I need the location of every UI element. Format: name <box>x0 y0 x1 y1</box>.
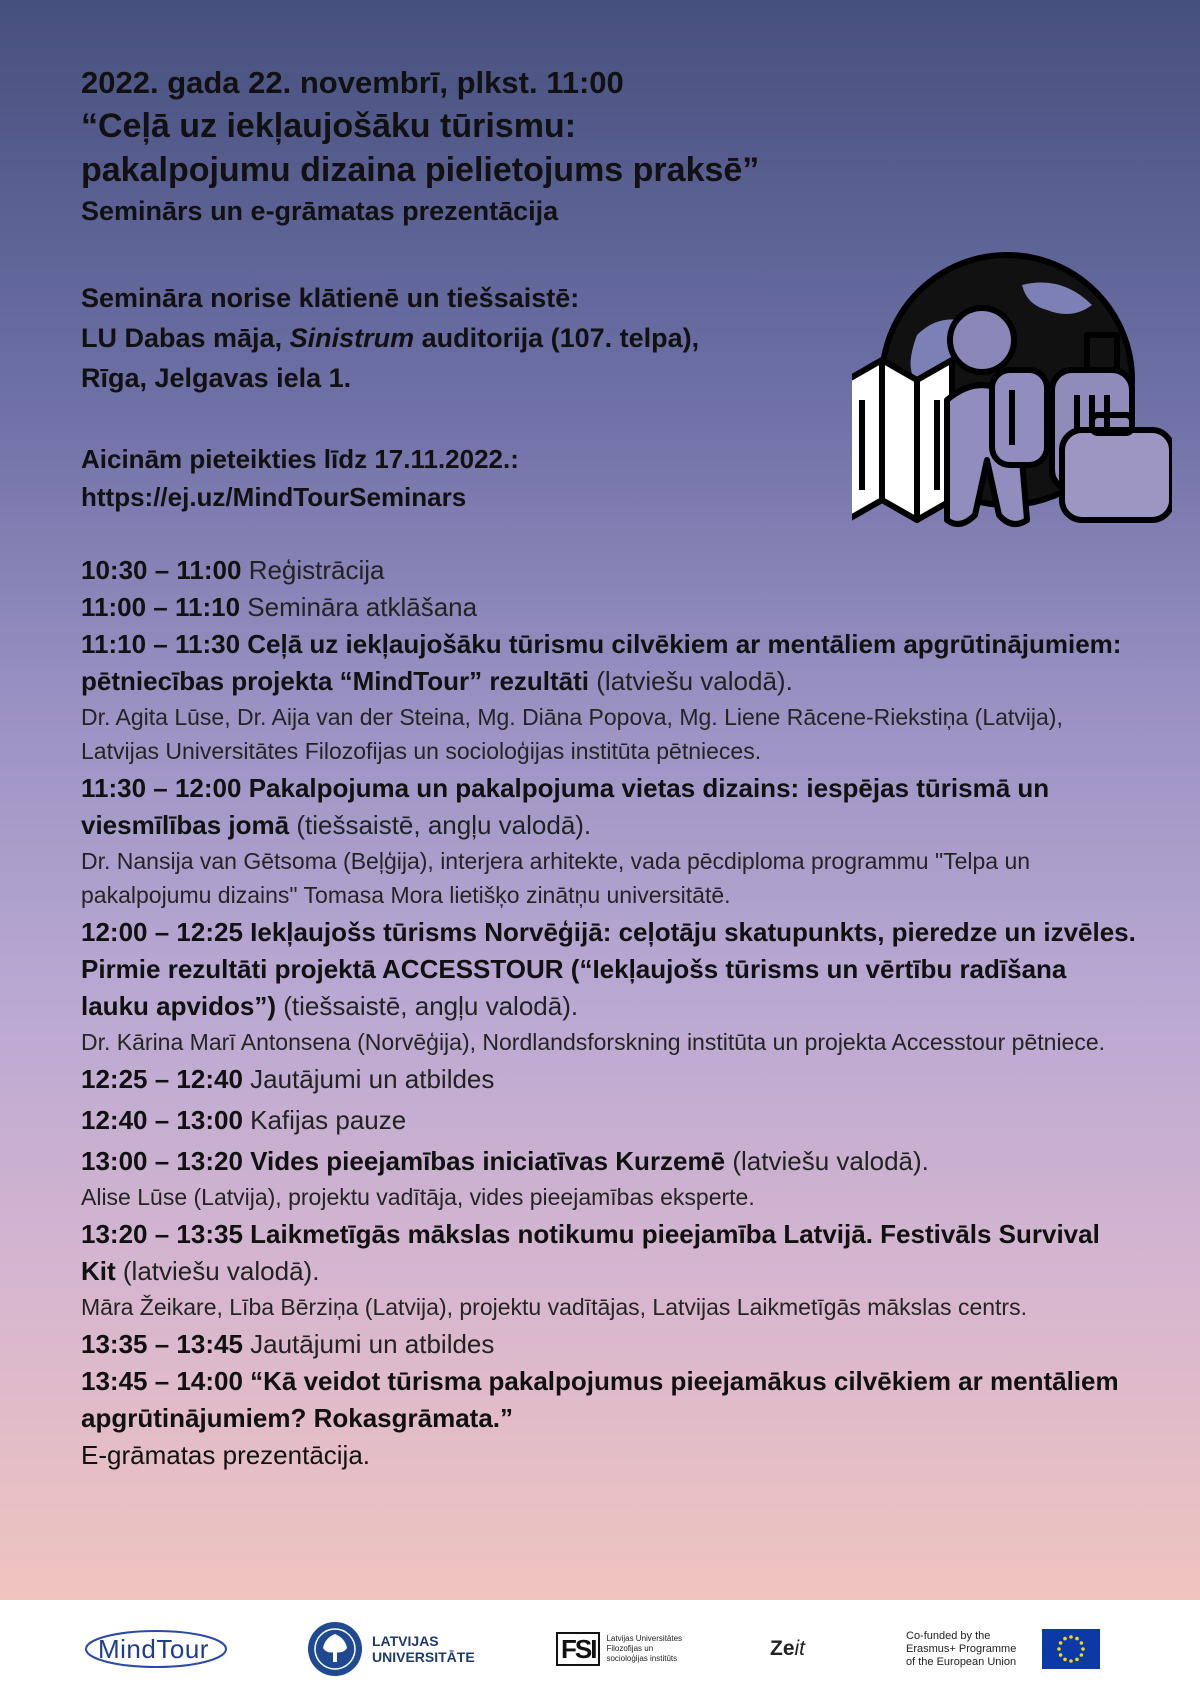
agenda-speakers: Alise Lūse (Latvija), projektu vadītāja, vides pieejamības eksperte. <box>81 1184 755 1210</box>
agenda <box>81 552 1141 1474</box>
auditorium-room: auditorija (107. telpa), <box>414 323 700 353</box>
agenda-time: 11:10 – 11:30 <box>81 629 241 659</box>
agenda-language: (tiešsaistē, angļu valodā). <box>289 810 592 840</box>
agenda-speakers: Dr. Nansija van Gētsoma (Beļģija), interjera arhitekte, vada pēcdiploma programmu "Telpa un pakalpojumu dizains" Tomasa Mora lietišķo zinātņu universitātē. <box>81 848 1031 908</box>
erasmus-line2: Erasmus+ Programme <box>906 1642 1017 1655</box>
event-title-line1: “Ceļā uz iekļaujošāku tūrismu: <box>81 107 577 145</box>
registration-link[interactable]: https://ej.uz/MindTourSeminars <box>81 482 467 512</box>
venue-name: LU Dabas māja, <box>81 323 290 353</box>
agenda-time: 13:35 – 13:45 <box>81 1329 243 1359</box>
agenda-speakers: E-grāmatas prezentācija. <box>81 1440 371 1470</box>
agenda-item <box>81 1216 1141 1290</box>
agenda-time: 11:30 – 12:00 <box>81 773 242 803</box>
fsi-line3: socioloģijas institūts <box>606 1654 678 1663</box>
erasmus-line3: of the European Union <box>906 1655 1017 1668</box>
agenda-item <box>81 626 1141 700</box>
erasmus-line1: Co-funded by the <box>906 1629 991 1642</box>
agenda-item <box>81 914 1141 1025</box>
agenda-time: 13:20 – 13:35 <box>81 1219 243 1249</box>
fsi-logo <box>556 1600 716 1698</box>
agenda-item <box>81 589 1141 626</box>
agenda-language: (latviešu valodā). <box>725 1146 929 1176</box>
agenda-language: (tiešsaistē, angļu valodā). <box>276 991 579 1021</box>
footer-logos <box>0 1600 1200 1698</box>
agenda-time: 13:00 – 13:20 <box>81 1146 243 1176</box>
agenda-speakers: Dr. Kārina Marī Antonsena (Norvēģija), Nordlandsforskning institūta un projekta Accesstour pētniece. <box>81 1029 1106 1055</box>
erasmus-text <box>906 1630 1036 1669</box>
agenda-title: Jautājumi un atbildes <box>242 1064 495 1094</box>
agenda-item <box>81 1326 1141 1363</box>
event-date: 2022. gada 22. novembrī, plkst. 11:00 <box>81 65 624 100</box>
mindtour-logo-text: MindTour <box>98 1633 209 1664</box>
auditorium-name: Sinistrum <box>289 323 415 353</box>
registration-deadline: Aicinām pieteikties līdz 17.11.2022.: <box>81 444 519 474</box>
agenda-time: 13:45 – 14:00 <box>81 1366 243 1396</box>
erasmus-logo <box>906 1600 1100 1698</box>
header <box>81 62 901 230</box>
agenda-item <box>81 1102 1141 1139</box>
fsi-line1: Latvijas Universitātes <box>606 1634 683 1643</box>
agenda-title: Jautājumi un atbildes <box>242 1329 495 1359</box>
globe-traveler-icon <box>852 230 1172 560</box>
agenda-title: Iekļaujošs tūrisms Norvēģijā: ceļotāju skatupunkts, pieredze un izvēles. Pirmie rezultāti projektā ACCESSTOUR (“Iekļaujošs tūrisms un vērtību radīšana lauku apvidos”) <box>81 917 1136 1021</box>
agenda-title: Reģistrācija <box>241 555 385 585</box>
venue-line1: Semināra norise klātienē un tiešsaistē: <box>81 283 580 313</box>
agenda-title: Semināra atklāšana <box>240 592 478 622</box>
zeit-main: Ze <box>770 1637 795 1660</box>
agenda-time: 12:25 – 12:40 <box>81 1064 243 1094</box>
agenda-item <box>81 1363 1141 1437</box>
agenda-title: Pakalpojuma un pakalpojuma vietas dizains: iespējas tūrismā un viesmīlības jomā <box>81 773 1050 840</box>
agenda-language: (latviešu valodā). <box>589 666 793 696</box>
agenda-time: 11:00 – 11:10 <box>81 592 241 622</box>
agenda-time: 10:30 – 11:00 <box>81 555 242 585</box>
lu-logo-text <box>372 1633 475 1665</box>
fsi-mark: FSI <box>556 1632 600 1666</box>
agenda-time: 12:00 – 12:25 <box>81 917 243 947</box>
fsi-logo-text <box>606 1634 716 1664</box>
registration-block <box>81 440 801 516</box>
mindtour-logo <box>84 1600 234 1698</box>
agenda-speakers: Dr. Agita Lūse, Dr. Aija van der Steina, Mg. Diāna Popova, Mg. Liene Rācene-Riekstiņa (Latvija), Latvijas Universitātes Filozofijas un socioloģijas institūta pētnieces. <box>81 704 1063 764</box>
agenda-title: “Kā veidot tūrisma pakalpojumus pieejamākus cilvēkiem ar mentāliem apgrūtinājumiem? Rokasgrāmata.” <box>81 1366 1119 1433</box>
agenda-title: Kafijas pauze <box>242 1105 407 1135</box>
zeit-logo <box>770 1600 805 1698</box>
zeit-logo-text <box>770 1637 805 1661</box>
agenda-title: Ceļā uz iekļaujošāku tūrismu cilvēkiem ar mentāliem apgrūtinājumiem: pētniecības projekta “MindTour” rezultāti <box>81 629 1122 696</box>
agenda-item <box>81 1061 1141 1098</box>
lu-line2: UNIVERSITĀTE <box>372 1649 475 1665</box>
agenda-item <box>81 770 1141 844</box>
agenda-speakers: Māra Žeikare, Lība Bērziņa (Latvija), projektu vadītājas, Latvijas Laikmetīgās mākslas centrs. <box>81 1294 1027 1320</box>
agenda-language: (latviešu valodā). <box>115 1256 320 1286</box>
agenda-item <box>81 1143 1141 1180</box>
event-title-line2: pakalpojumu dizaina pielietojums praksē” <box>81 151 760 189</box>
lu-logo <box>306 1600 475 1698</box>
venue-line2 <box>81 318 801 358</box>
zeit-italic: it <box>794 1637 806 1660</box>
lu-seal-icon <box>306 1620 364 1678</box>
venue-block <box>81 278 801 398</box>
event-subtitle: Seminārs un e-grāmatas prezentācija <box>81 196 559 226</box>
agenda-time: 12:40 – 13:00 <box>81 1105 243 1135</box>
agenda-title: Vides pieejamības iniciatīvas Kurzemē <box>242 1146 726 1176</box>
agenda-item <box>81 552 1141 589</box>
lu-line1: LATVIJAS <box>372 1633 439 1649</box>
fsi-line2: Filozofijas un <box>606 1644 654 1653</box>
agenda-title: Laikmetīgās mākslas notikumu pieejamība Latvijā. Festivāls Survival Kit <box>81 1219 1100 1286</box>
venue-address: Rīga, Jelgavas iela 1. <box>81 363 352 393</box>
eu-flag-icon <box>1042 1629 1100 1669</box>
